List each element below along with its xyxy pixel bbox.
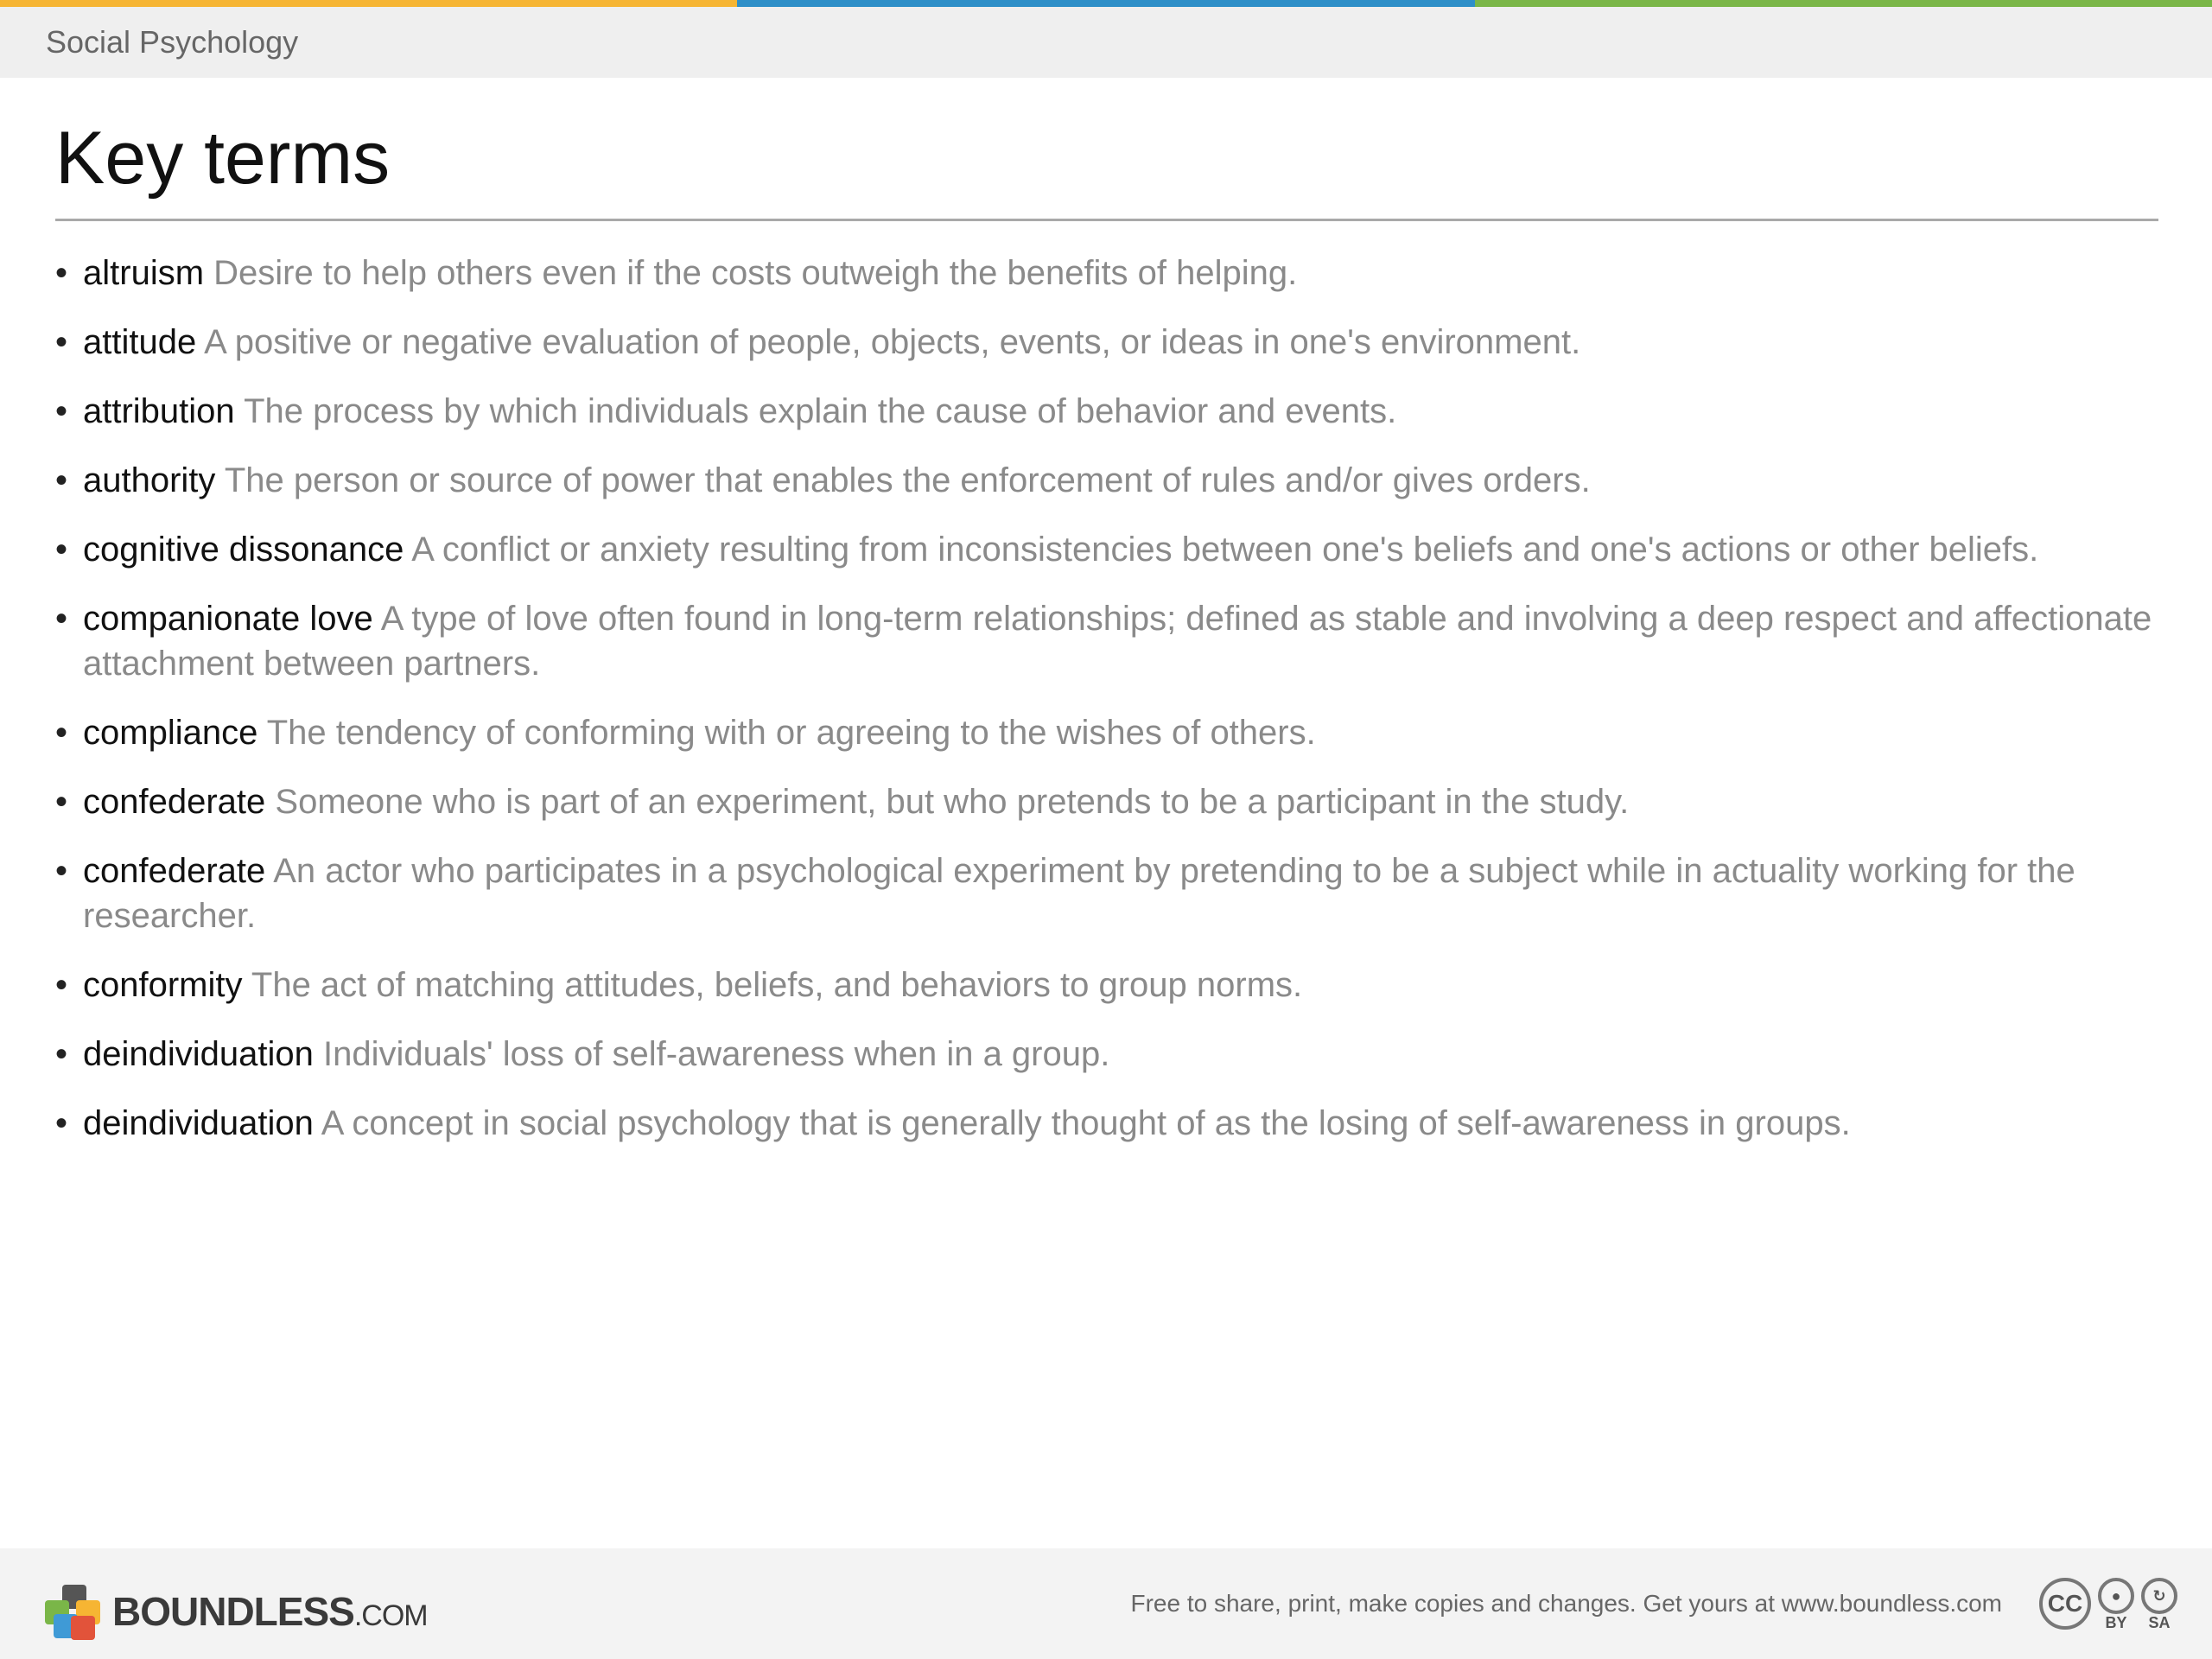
term-item <box>55 251 2164 296</box>
term-item <box>55 710 2164 755</box>
term-definition: Individuals' loss of self-awareness when in a group. <box>323 1035 1110 1073</box>
term-item <box>55 320 2164 365</box>
boundless-cube-icon <box>45 1585 102 1638</box>
creative-commons-icon: CC <box>2039 1578 2091 1630</box>
term-item <box>55 1101 2164 1146</box>
share-alike-icon: ↻ <box>2141 1578 2177 1614</box>
term-definition: The process by which individuals explain the cause of behavior and events. <box>244 392 1397 430</box>
logo-wordmark <box>112 1588 428 1635</box>
term-word: companionate love <box>83 600 373 638</box>
term-definition: The act of matching attitudes, beliefs, and behaviors to group norms. <box>251 966 1303 1004</box>
bullet-icon: • <box>55 600 68 638</box>
page-title: Key terms <box>55 117 391 200</box>
attribution-person-icon: ● <box>2098 1578 2134 1614</box>
top-color-stripe <box>0 0 2212 7</box>
term-word: conformity <box>83 966 243 1004</box>
term-item <box>55 596 2164 686</box>
term-definition: A conflict or anxiety resulting from inconsistencies between one's beliefs and one's actions or other beliefs. <box>411 531 2039 569</box>
stripe-segment-green <box>1475 0 2212 7</box>
footer-note: Free to share, print, make copies and changes. Get yours at www.boundless.com <box>1130 1590 2002 1617</box>
bullet-icon: • <box>55 392 68 430</box>
term-definition: Someone who is part of an experiment, but who pretends to be a participant in the study. <box>275 783 1630 821</box>
term-item <box>55 779 2164 824</box>
term-item <box>55 527 2164 572</box>
cc-badge <box>2039 1578 2091 1630</box>
term-word: altruism <box>83 254 205 292</box>
term-item <box>55 849 2164 938</box>
bullet-icon: • <box>55 254 68 292</box>
sa-label: SA <box>2148 1614 2171 1631</box>
stripe-segment-orange <box>0 0 737 7</box>
term-word: deindividuation <box>83 1104 314 1142</box>
term-definition: Desire to help others even if the costs outweigh the benefits of helping. <box>213 254 1298 292</box>
key-terms-list <box>55 251 2164 1170</box>
term-word: confederate <box>83 852 266 890</box>
term-item <box>55 458 2164 503</box>
term-word: attribution <box>83 392 235 430</box>
bullet-icon: • <box>55 323 68 361</box>
term-word: deindividuation <box>83 1035 314 1073</box>
header-bar <box>0 7 2212 78</box>
footer <box>0 1548 2212 1659</box>
term-word: attitude <box>83 323 197 361</box>
stripe-segment-blue <box>737 0 1474 7</box>
term-definition: A type of love often found in long-term relationships; defined as stable and involving a deep respect and affectionate attachment between partners. <box>83 600 2152 683</box>
term-definition: The tendency of conforming with or agreeing to the wishes of others. <box>266 714 1316 752</box>
term-word: compliance <box>83 714 258 752</box>
term-definition: An actor who participates in a psychological experiment by pretending to be a subject while in actuality working for the researcher. <box>83 852 2075 935</box>
term-item <box>55 389 2164 434</box>
term-item <box>55 963 2164 1007</box>
bullet-icon: • <box>55 461 68 499</box>
logo-suffix: .COM <box>353 1599 428 1632</box>
logo-main: BOUNDLESS <box>112 1589 354 1634</box>
term-definition: A concept in social psychology that is generally thought of as the losing of self-awareness in groups. <box>321 1104 1851 1142</box>
term-word: authority <box>83 461 216 499</box>
by-label: BY <box>2105 1614 2127 1631</box>
sa-badge <box>2141 1578 2177 1632</box>
bullet-icon: • <box>55 1035 68 1073</box>
term-definition: The person or source of power that enables the enforcement of rules and/or gives orders. <box>224 461 1591 499</box>
term-item <box>55 1032 2164 1077</box>
bullet-icon: • <box>55 1104 68 1142</box>
license-badges[interactable] <box>2039 1578 2177 1632</box>
by-badge <box>2098 1578 2134 1632</box>
term-definition: A positive or negative evaluation of people, objects, events, or ideas in one's environment. <box>204 323 1581 361</box>
title-divider <box>55 219 2158 221</box>
course-name: Social Psychology <box>46 24 299 60</box>
term-word: confederate <box>83 783 266 821</box>
term-word: cognitive dissonance <box>83 531 404 569</box>
bullet-icon: • <box>55 783 68 821</box>
bullet-icon: • <box>55 852 68 890</box>
bullet-icon: • <box>55 531 68 569</box>
bullet-icon: • <box>55 714 68 752</box>
boundless-logo[interactable] <box>45 1585 428 1638</box>
bullet-icon: • <box>55 966 68 1004</box>
